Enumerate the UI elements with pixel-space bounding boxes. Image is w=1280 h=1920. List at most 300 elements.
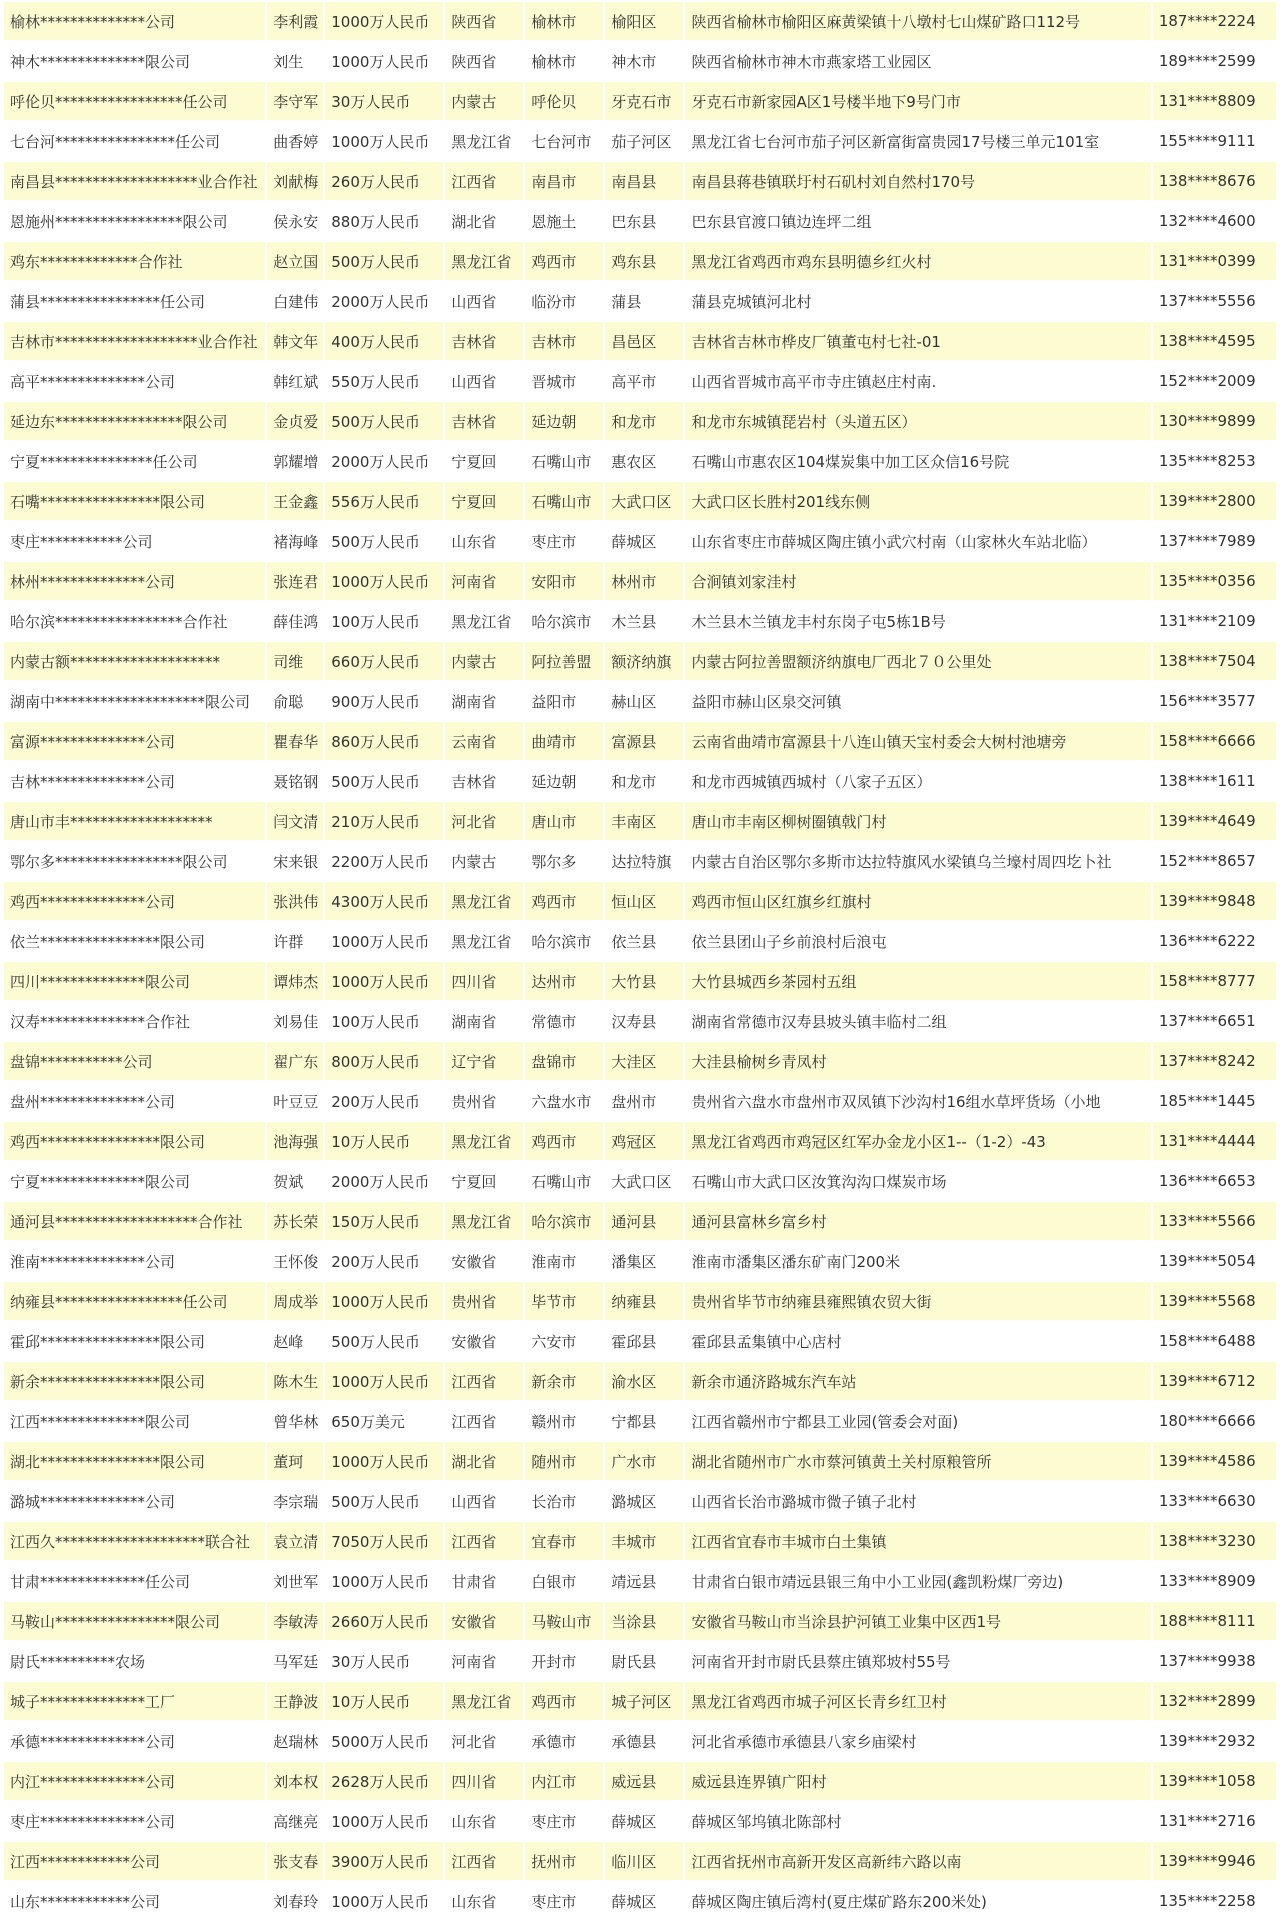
table-row [4,1322,1276,1362]
cell-county: 潘集区 [605,1242,683,1282]
cell-prov: 山西省 [445,1482,523,1522]
cell-county: 和龙市 [605,402,683,442]
cell-county: 木兰县 [605,602,683,642]
cell-capital: 10万人民币 [325,1122,443,1162]
cell-addr: 黑龙江省鸡西市鸡冠区红军办金龙小区1--（1-2）-43 [685,1122,1150,1162]
cell-county: 富源县 [605,722,683,762]
table-row [4,522,1276,562]
cell-city: 承德市 [525,1722,603,1762]
cell-person: 赵立国 [267,242,323,282]
cell-prov: 宁夏回 [445,482,523,522]
cell-county: 纳雍县 [605,1282,683,1322]
cell-person: 王金鑫 [267,482,323,522]
cell-addr: 鸡西市恒山区红旗乡红旗村 [685,882,1150,922]
cell-addr: 蒲县克城镇河北村 [685,282,1150,322]
cell-city: 晋城市 [525,362,603,402]
cell-city: 抚州市 [525,1842,603,1882]
cell-addr: 益阳市赫山区泉交河镇 [685,682,1150,722]
cell-addr: 合涧镇刘家洼村 [685,562,1150,602]
cell-city: 哈尔滨市 [525,922,603,962]
cell-company: 湖北****************限公司 [4,1442,265,1482]
cell-county: 潞城区 [605,1482,683,1522]
cell-capital: 200万人民币 [325,1242,443,1282]
cell-prov: 湖南省 [445,1002,523,1042]
cell-county: 承德县 [605,1722,683,1762]
table-row [4,1162,1276,1202]
cell-addr: 贵州省毕节市纳雍县雍熙镇农贸大街 [685,1282,1150,1322]
cell-capital: 4300万人民币 [325,882,443,922]
cell-city: 南昌市 [525,162,603,202]
cell-capital: 556万人民币 [325,482,443,522]
cell-county: 威远县 [605,1762,683,1802]
cell-prov: 黑龙江省 [445,602,523,642]
cell-addr: 牙克石市新家园A区1号楼半地下9号门市 [685,82,1150,122]
cell-county: 南昌县 [605,162,683,202]
cell-city: 内江市 [525,1762,603,1802]
cell-prov: 河北省 [445,802,523,842]
cell-company: 蒲县****************任公司 [4,282,265,322]
cell-city: 阿拉善盟 [525,642,603,682]
cell-city: 鸡西市 [525,1122,603,1162]
cell-company: 汉寿**************合作社 [4,1002,265,1042]
table-row [4,602,1276,642]
cell-person: 张支春 [267,1842,323,1882]
cell-county: 恒山区 [605,882,683,922]
cell-prov: 黑龙江省 [445,1682,523,1722]
cell-phone: 152****2009 [1153,362,1276,402]
cell-capital: 30万人民币 [325,1642,443,1682]
cell-company: 榆林**************公司 [4,2,265,42]
cell-phone: 137****6651 [1153,1002,1276,1042]
cell-person: 刘世军 [267,1562,323,1602]
cell-company: 承德**************公司 [4,1722,265,1762]
cell-city: 枣庄市 [525,522,603,562]
cell-phone: 138****8676 [1153,162,1276,202]
cell-phone: 155****9111 [1153,122,1276,162]
table-body [4,2,1276,1920]
cell-addr: 云南省曲靖市富源县十八连山镇天宝村委会大树村池塘旁 [685,722,1150,762]
cell-city: 石嘴山市 [525,482,603,522]
cell-prov: 湖北省 [445,202,523,242]
cell-phone: 180****6666 [1153,1402,1276,1442]
cell-addr: 湖南省常德市汉寿县坡头镇丰临村二组 [685,1002,1150,1042]
cell-phone: 132****2899 [1153,1682,1276,1722]
cell-person: 谭炜杰 [267,962,323,1002]
cell-phone: 139****1058 [1153,1762,1276,1802]
cell-person: 俞聪 [267,682,323,722]
cell-company: 呼伦贝*****************任公司 [4,82,265,122]
cell-addr: 江西省赣州市宁都县工业园(管委会对面) [685,1402,1150,1442]
table-row [4,2,1276,42]
cell-addr: 通河县富林乡富乡村 [685,1202,1150,1242]
cell-company: 城子**************工厂 [4,1682,265,1722]
cell-phone: 136****6653 [1153,1162,1276,1202]
cell-county: 高平市 [605,362,683,402]
cell-phone: 137****8242 [1153,1042,1276,1082]
cell-county: 城子河区 [605,1682,683,1722]
cell-person: 李宗瑞 [267,1482,323,1522]
cell-person: 闫文清 [267,802,323,842]
cell-phone: 138****4595 [1153,322,1276,362]
cell-person: 曾华林 [267,1402,323,1442]
cell-addr: 江西省抚州市高新开发区高新纬六路以南 [685,1842,1150,1882]
cell-prov: 陕西省 [445,42,523,82]
cell-county: 神木市 [605,42,683,82]
cell-addr: 薛城区陶庄镇后湾村(夏庄煤矿路东200米处) [685,1882,1150,1920]
cell-prov: 湖南省 [445,682,523,722]
cell-addr: 吉林省吉林市桦皮厂镇董屯村七社-01 [685,322,1150,362]
table-row [4,1282,1276,1322]
cell-company: 山东************公司 [4,1882,265,1920]
cell-addr: 内蒙古自治区鄂尔多斯市达拉特旗风水梁镇乌兰壕村周四圪卜社 [685,842,1150,882]
cell-company: 鄂尔多*****************限公司 [4,842,265,882]
cell-person: 高继亮 [267,1802,323,1842]
cell-company: 富源**************公司 [4,722,265,762]
cell-addr: 安徽省马鞍山市当涂县护河镇工业集中区西1号 [685,1602,1150,1642]
cell-prov: 黑龙江省 [445,882,523,922]
cell-prov: 吉林省 [445,402,523,442]
cell-phone: 137****5556 [1153,282,1276,322]
cell-company: 哈尔滨*****************合作社 [4,602,265,642]
table-row [4,1762,1276,1802]
cell-county: 蒲县 [605,282,683,322]
cell-company: 尉氏**********农场 [4,1642,265,1682]
table-row [4,1882,1276,1920]
cell-addr: 河北省承德市承德县八家乡庙梁村 [685,1722,1150,1762]
cell-capital: 2628万人民币 [325,1762,443,1802]
cell-person: 刘春玲 [267,1882,323,1920]
cell-company: 鸡西**************公司 [4,882,265,922]
cell-company: 吉林市*******************业合作社 [4,322,265,362]
cell-county: 鸡冠区 [605,1122,683,1162]
cell-company: 延边东*****************限公司 [4,402,265,442]
table-row [4,1002,1276,1042]
cell-company: 林州**************公司 [4,562,265,602]
cell-person: 李敏涛 [267,1602,323,1642]
cell-addr: 新余市通济路城东汽车站 [685,1362,1150,1402]
cell-county: 丰南区 [605,802,683,842]
cell-addr: 黑龙江省鸡西市城子河区长青乡红卫村 [685,1682,1150,1722]
cell-county: 鸡东县 [605,242,683,282]
company-table [2,2,1278,1920]
cell-capital: 5000万人民币 [325,1722,443,1762]
cell-city: 安阳市 [525,562,603,602]
cell-county: 达拉特旗 [605,842,683,882]
table-row [4,1482,1276,1522]
table-row [4,1842,1276,1882]
table-row [4,1202,1276,1242]
cell-person: 赵瑞林 [267,1722,323,1762]
cell-capital: 2000万人民币 [325,282,443,322]
cell-company: 淮南**************公司 [4,1242,265,1282]
cell-company: 神木**************限公司 [4,42,265,82]
cell-company: 唐山市丰******************* [4,802,265,842]
cell-city: 马鞍山市 [525,1602,603,1642]
cell-prov: 山西省 [445,282,523,322]
cell-capital: 1000万人民币 [325,1562,443,1602]
cell-addr: 木兰县木兰镇龙丰村东岗子屯5栋1B号 [685,602,1150,642]
cell-city: 石嘴山市 [525,1162,603,1202]
table-row [4,402,1276,442]
cell-capital: 1000万人民币 [325,122,443,162]
table-row [4,282,1276,322]
cell-capital: 1000万人民币 [325,962,443,1002]
cell-company: 纳雍县*****************任公司 [4,1282,265,1322]
cell-capital: 2000万人民币 [325,442,443,482]
cell-prov: 黑龙江省 [445,1122,523,1162]
cell-company: 枣庄***********公司 [4,522,265,562]
cell-person: 陈木生 [267,1362,323,1402]
cell-capital: 200万人民币 [325,1082,443,1122]
table-row [4,162,1276,202]
cell-addr: 南昌县蒋巷镇联圩村石矶村刘自然村170号 [685,162,1150,202]
cell-county: 当涂县 [605,1602,683,1642]
cell-phone: 131****2109 [1153,602,1276,642]
cell-phone: 139****6712 [1153,1362,1276,1402]
cell-person: 董珂 [267,1442,323,1482]
cell-city: 赣州市 [525,1402,603,1442]
cell-county: 林州市 [605,562,683,602]
cell-city: 新余市 [525,1362,603,1402]
cell-capital: 1000万人民币 [325,1362,443,1402]
table-row [4,1082,1276,1122]
cell-prov: 河南省 [445,1642,523,1682]
cell-capital: 860万人民币 [325,722,443,762]
cell-phone: 139****9848 [1153,882,1276,922]
cell-city: 枣庄市 [525,1882,603,1920]
table-row [4,1402,1276,1442]
cell-prov: 黑龙江省 [445,1202,523,1242]
cell-phone: 135****8253 [1153,442,1276,482]
cell-capital: 880万人民币 [325,202,443,242]
cell-phone: 139****5568 [1153,1282,1276,1322]
cell-capital: 3900万人民币 [325,1842,443,1882]
cell-county: 临川区 [605,1842,683,1882]
cell-county: 通河县 [605,1202,683,1242]
table-row [4,722,1276,762]
cell-person: 侯永安 [267,202,323,242]
cell-addr: 山西省长治市潞城市微子镇子北村 [685,1482,1150,1522]
cell-prov: 内蒙古 [445,82,523,122]
cell-addr: 河南省开封市尉氏县蔡庄镇郑坡村55号 [685,1642,1150,1682]
cell-addr: 贵州省六盘水市盘州市双凤镇下沙沟村16组水草坪货场（小地 [685,1082,1150,1122]
cell-company: 鸡西****************限公司 [4,1122,265,1162]
cell-city: 白银市 [525,1562,603,1602]
table-row [4,562,1276,602]
cell-company: 石嘴****************限公司 [4,482,265,522]
cell-prov: 山东省 [445,522,523,562]
cell-city: 鄂尔多 [525,842,603,882]
cell-capital: 500万人民币 [325,762,443,802]
cell-addr: 淮南市潘集区潘东矿南门200米 [685,1242,1150,1282]
cell-city: 鸡西市 [525,1682,603,1722]
cell-phone: 188****8111 [1153,1602,1276,1642]
cell-county: 薛城区 [605,522,683,562]
cell-capital: 100万人民币 [325,1002,443,1042]
cell-county: 霍邱县 [605,1322,683,1362]
cell-company: 枣庄**************公司 [4,1802,265,1842]
cell-prov: 江西省 [445,1522,523,1562]
cell-phone: 185****1445 [1153,1082,1276,1122]
cell-phone: 131****8809 [1153,82,1276,122]
cell-phone: 189****2599 [1153,42,1276,82]
cell-city: 哈尔滨市 [525,1202,603,1242]
cell-county: 大竹县 [605,962,683,1002]
cell-county: 盘州市 [605,1082,683,1122]
cell-city: 呼伦贝 [525,82,603,122]
cell-person: 韩文年 [267,322,323,362]
table-row [4,442,1276,482]
cell-capital: 1000万人民币 [325,1802,443,1842]
cell-phone: 139****4586 [1153,1442,1276,1482]
cell-person: 王怀俊 [267,1242,323,1282]
cell-person: 周成举 [267,1282,323,1322]
cell-addr: 甘肃省白银市靖远县银三角中小工业园(鑫凯粉煤厂旁边) [685,1562,1150,1602]
cell-county: 巴东县 [605,202,683,242]
cell-city: 达州市 [525,962,603,1002]
table-row [4,762,1276,802]
table-row [4,842,1276,882]
cell-phone: 156****3577 [1153,682,1276,722]
cell-phone: 138****1611 [1153,762,1276,802]
cell-capital: 400万人民币 [325,322,443,362]
cell-prov: 江西省 [445,1402,523,1442]
cell-prov: 贵州省 [445,1082,523,1122]
cell-prov: 江西省 [445,162,523,202]
cell-capital: 7050万人民币 [325,1522,443,1562]
table-row [4,1442,1276,1482]
cell-person: 薛佳鸿 [267,602,323,642]
cell-company: 盘州**************公司 [4,1082,265,1122]
cell-county: 榆阳区 [605,2,683,42]
cell-phone: 158****8777 [1153,962,1276,1002]
cell-company: 鸡东*************合作社 [4,242,265,282]
cell-prov: 黑龙江省 [445,922,523,962]
cell-phone: 132****4600 [1153,202,1276,242]
cell-capital: 100万人民币 [325,602,443,642]
cell-county: 丰城市 [605,1522,683,1562]
cell-addr: 山东省枣庄市薛城区陶庄镇小武穴村南（山家林火车站北临） [685,522,1150,562]
cell-prov: 甘肃省 [445,1562,523,1602]
cell-county: 薛城区 [605,1802,683,1842]
cell-company: 通河县*******************合作社 [4,1202,265,1242]
table-row [4,682,1276,722]
cell-company: 宁夏***************任公司 [4,442,265,482]
cell-county: 惠农区 [605,442,683,482]
cell-city: 六安市 [525,1322,603,1362]
cell-addr: 巴东县官渡口镇边连坪二组 [685,202,1150,242]
cell-capital: 260万人民币 [325,162,443,202]
cell-prov: 陕西省 [445,2,523,42]
cell-city: 恩施土 [525,202,603,242]
cell-prov: 云南省 [445,722,523,762]
cell-prov: 辽宁省 [445,1042,523,1082]
table-row [4,242,1276,282]
cell-phone: 136****6222 [1153,922,1276,962]
cell-county: 大洼区 [605,1042,683,1082]
cell-prov: 山东省 [445,1882,523,1920]
cell-prov: 贵州省 [445,1282,523,1322]
cell-addr: 内蒙古阿拉善盟额济纳旗电厂西北７０公里处 [685,642,1150,682]
cell-addr: 黑龙江省鸡西市鸡东县明德乡红火村 [685,242,1150,282]
cell-city: 曲靖市 [525,722,603,762]
cell-prov: 江西省 [445,1842,523,1882]
cell-capital: 1000万人民币 [325,2,443,42]
cell-addr: 江西省宜春市丰城市白土集镇 [685,1522,1150,1562]
cell-capital: 1000万人民币 [325,1442,443,1482]
cell-capital: 500万人民币 [325,522,443,562]
cell-city: 长治市 [525,1482,603,1522]
cell-phone: 138****7504 [1153,642,1276,682]
cell-city: 七台河市 [525,122,603,162]
cell-phone: 130****9899 [1153,402,1276,442]
cell-county: 宁都县 [605,1402,683,1442]
table-row [4,82,1276,122]
cell-person: 刘易佳 [267,1002,323,1042]
cell-person: 张洪伟 [267,882,323,922]
cell-addr: 大武口区长胜村201线东侧 [685,482,1150,522]
table-row [4,642,1276,682]
cell-capital: 1000万人民币 [325,922,443,962]
table-row [4,1722,1276,1762]
cell-addr: 大竹县城西乡茶园村五组 [685,962,1150,1002]
cell-company: 江西**************限公司 [4,1402,265,1442]
table-row [4,322,1276,362]
cell-phone: 139****4649 [1153,802,1276,842]
cell-capital: 150万人民币 [325,1202,443,1242]
cell-city: 枣庄市 [525,1802,603,1842]
cell-county: 大武口区 [605,482,683,522]
cell-phone: 139****2800 [1153,482,1276,522]
cell-city: 开封市 [525,1642,603,1682]
cell-person: 马军廷 [267,1642,323,1682]
cell-person: 韩红斌 [267,362,323,402]
cell-prov: 四川省 [445,1762,523,1802]
cell-county: 靖远县 [605,1562,683,1602]
cell-capital: 2000万人民币 [325,1162,443,1202]
cell-person: 池海强 [267,1122,323,1162]
cell-capital: 10万人民币 [325,1682,443,1722]
cell-prov: 四川省 [445,962,523,1002]
cell-prov: 安徽省 [445,1242,523,1282]
cell-phone: 135****0356 [1153,562,1276,602]
cell-person: 李利霞 [267,2,323,42]
cell-prov: 内蒙古 [445,842,523,882]
cell-company: 吉林**************公司 [4,762,265,802]
cell-person: 翟广东 [267,1042,323,1082]
cell-county: 依兰县 [605,922,683,962]
cell-county: 茄子河区 [605,122,683,162]
cell-person: 司维 [267,642,323,682]
cell-addr: 陕西省榆林市神木市燕家塔工业园区 [685,42,1150,82]
cell-county: 尉氏县 [605,1642,683,1682]
cell-city: 唐山市 [525,802,603,842]
cell-person: 白建伟 [267,282,323,322]
cell-phone: 138****3230 [1153,1522,1276,1562]
cell-company: 恩施州*****************限公司 [4,202,265,242]
cell-addr: 依兰县团山子乡前浪村后浪屯 [685,922,1150,962]
table-row [4,1802,1276,1842]
cell-county: 渝水区 [605,1362,683,1402]
cell-capital: 500万人民币 [325,242,443,282]
cell-prov: 山西省 [445,362,523,402]
cell-phone: 139****9946 [1153,1842,1276,1882]
cell-capital: 2200万人民币 [325,842,443,882]
cell-city: 淮南市 [525,1242,603,1282]
cell-addr: 和龙市东城镇琵岩村（头道五区） [685,402,1150,442]
cell-capital: 1000万人民币 [325,562,443,602]
cell-person: 赵峰 [267,1322,323,1362]
